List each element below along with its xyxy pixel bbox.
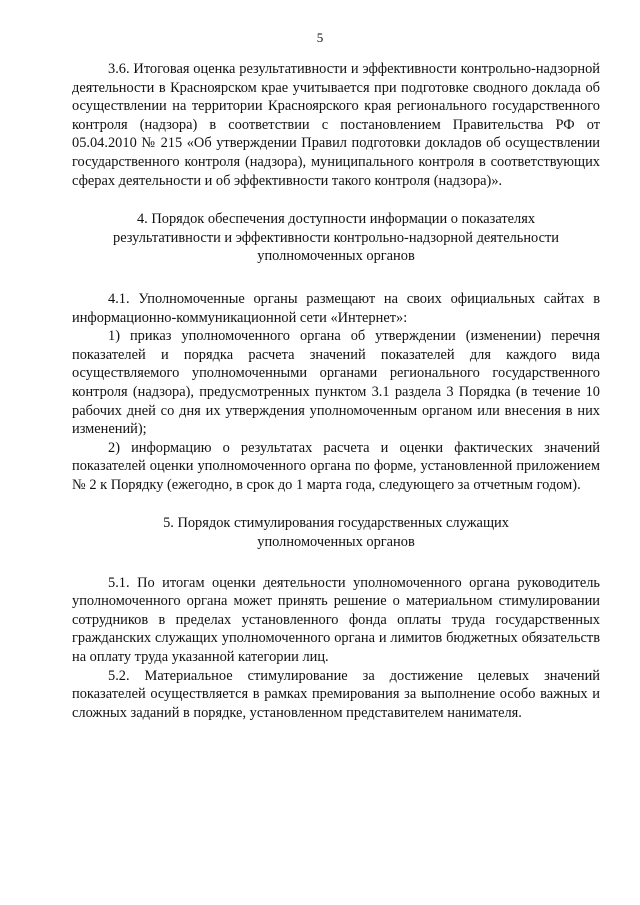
paragraph-4-1-item-2: 2) информацию о результатах расчета и оценки фактических значений показателей оценки уполномоченного органа по форме, установленной приложением № 2 к Порядку (ежегодно, в срок до 1 марта года, следующего за отчетным годом). — [72, 439, 600, 493]
section-5-heading — [72, 514, 600, 551]
section-4-heading-line-2: результативности и эффективности контрольно-надзорной деятельности — [113, 229, 559, 246]
paragraph-4-1: 4.1. Уполномоченные органы размещают на своих официальных сайтах в информационно-коммуникационной сети «Интернет»: — [72, 290, 600, 326]
section-4-heading — [72, 210, 600, 266]
paragraph-5-1: 5.1. По итогам оценки деятельности уполномоченного органа руководитель уполномоченного органа может принять решение о материальном стимулировании сотрудников в пределах установленного фонда оплаты труда государственных гражданских служащих уполномоченного органа и лимитов бюджетных обязательств на оплату труда указанной категории лиц. — [72, 574, 600, 666]
paragraph-3-6: 3.6. Итоговая оценка результативности и эффективности контрольно-надзорной деятельности в Красноярском крае учитывается при подготовке сводного доклада об осуществлении на территории Красноярского края регионального государственного контроля (надзора) в соответствии с постановлением Правительства РФ от 05.04.2010 № 215 «Об утверждении Правил подготовки докладов об осуществлении государственного контроля (надзора), муниципального контроля в соответствующих сферах деятельности и об эффективности такого контроля (надзора)». — [72, 61, 600, 189]
paragraph-5-2: 5.2. Материальное стимулирование за достижение целевых значений показателей осуществляется в рамках премирования за выполнение особо важных и сложных заданий в порядке, установленном представителем нанимателя. — [72, 667, 600, 721]
section-5-heading-line-2: уполномоченных органов — [257, 534, 415, 551]
section-4-heading-line-3: уполномоченных органов — [257, 248, 415, 265]
page-number: 5 — [316, 30, 324, 45]
section-5-heading-line-1: 5. Порядок стимулирования государственных служащих — [163, 515, 509, 532]
paragraph-4-1-item-1: 1) приказ уполномоченного органа об утверждении (изменении) перечня показателей и порядка расчета значений показателей для каждого вида осуществляемого уполномоченными органами регионального государственного контроля (надзора), предусмотренных пунктом 3.1 раздела 3 Порядка (в течение 10 рабочих дней со дня их утверждения уполномоченным органом или внесения в них изменений); — [72, 328, 600, 438]
section-4-heading-line-1: 4. Порядок обеспечения доступности информации о показателях — [136, 211, 536, 228]
document-body — [72, 60, 600, 722]
